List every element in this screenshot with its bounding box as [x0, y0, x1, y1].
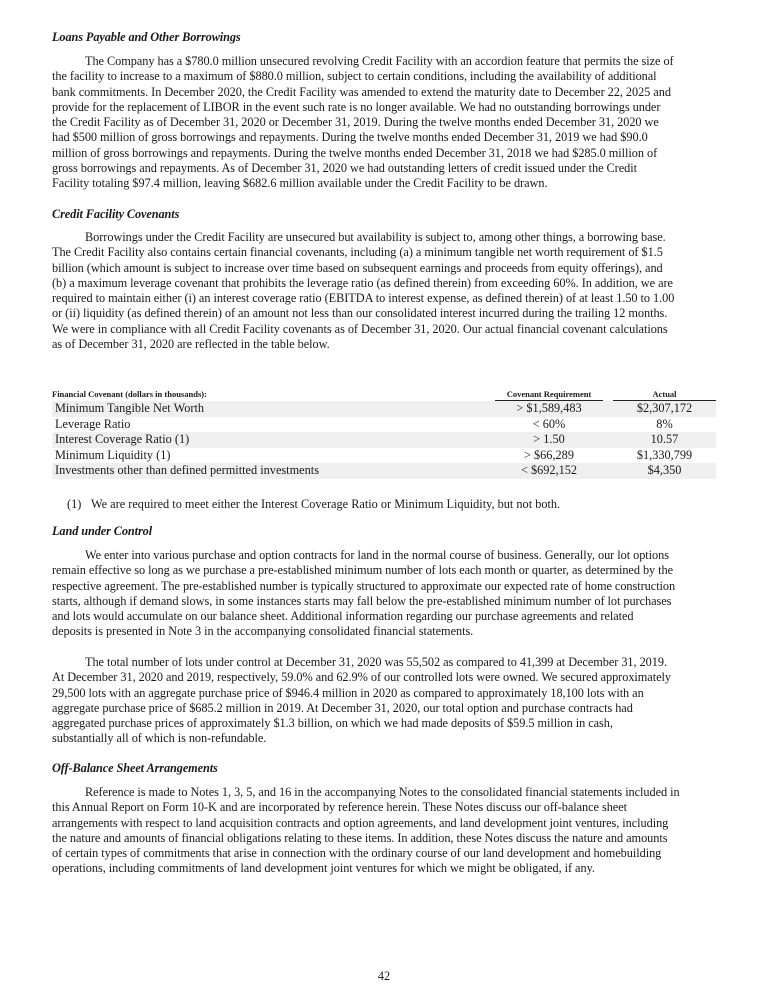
- page-number: 42: [377, 969, 391, 983]
- text-line: the nature and amounts of financial obligations relating to these items. In addition, these Notes discuss the nature and amounts: [52, 830, 668, 845]
- covenant-name: Investments other than defined permitted investments: [55, 463, 319, 477]
- section-heading-covenants: Credit Facility Covenants: [52, 207, 180, 221]
- text-line: bank commitments. In December 2020, the Credit Facility was amended to extend the maturity date to December 22, 2025 and: [52, 84, 671, 99]
- text-line: The Credit Facility also contains certain financial covenants, including (a) a minimum tangible net worth requirement of $1.5: [52, 245, 663, 260]
- section-heading-loans: Loans Payable and Other Borrowings: [52, 30, 241, 44]
- text-line: arrangements with respect to land acquisition contracts and option agreements, and land development joint ventures, including: [52, 815, 669, 830]
- text-line: remain effective so long as we purchase a pre-established minimum number of lots each month or quarter, as determined by the: [52, 563, 674, 578]
- column-header-requirement: Covenant Requirement: [495, 389, 603, 401]
- paragraph-offbalance: [52, 785, 716, 877]
- text-line: Reference is made to Notes 1, 3, 5, and 16 in the accompanying Notes to the consolidated financial statements included in: [85, 785, 680, 799]
- text-line: the Credit Facility as of December 31, 2020 or December 31, 2019. During the twelve months ended December 31, 2020 we: [52, 115, 659, 130]
- covenant-actual: $2,307,172: [636, 401, 693, 415]
- table-row: [52, 417, 716, 433]
- covenant-name: Interest Coverage Ratio (1): [55, 432, 190, 446]
- text-line: provide for the replacement of LIBOR in the event such rate is no longer available. We had no outstanding borrowings under: [52, 99, 661, 114]
- paragraph-loans: [52, 54, 716, 192]
- text-line: 29,500 lots with an aggregate purchase price of $946.4 million in 2020 as compared to approximately 18,100 lots with an: [52, 685, 644, 700]
- text-line: and lots would accumulate on our balance sheet. Additional information regarding our purchase agreements and related: [52, 609, 634, 624]
- text-line: respective agreement. The pre-established number is typically structured to approximate our expected rate of home construction: [52, 578, 676, 593]
- covenant-requirement: > $1,589,483: [516, 401, 582, 415]
- table-footnote: [67, 497, 560, 512]
- paragraph-covenants: [52, 230, 716, 352]
- text-line: At December 31, 2020 and 2019, respectively, 59.0% and 62.9% of our controlled lots were owned. We secured approximately: [52, 670, 671, 685]
- section-heading-land: Land under Control: [52, 524, 153, 538]
- covenant-requirement: < 60%: [532, 416, 566, 431]
- table-row: [52, 463, 716, 479]
- covenant-requirement: > 1.50: [533, 432, 565, 446]
- covenant-requirement: > $66,289: [524, 447, 574, 462]
- text-line: Borrowings under the Credit Facility are unsecured but availability is subject to, among other things, a borrowing base.: [85, 230, 666, 244]
- table-row: [52, 432, 716, 448]
- covenant-table-header: [52, 387, 716, 401]
- text-line: operations, including commitments of land development joint ventures for which we might be obligated, if any.: [52, 861, 595, 876]
- text-line: aggregate purchase price of $685.2 million in 2019. At December 31, 2020, our total option and purchase contracts had: [52, 700, 633, 715]
- text-line: The total number of lots under control at December 31, 2020 was 55,502 as compared to 41,399 at December 31, 2019.: [85, 655, 667, 669]
- covenant-actual: 10.57: [650, 432, 679, 446]
- paragraph-land-2: [52, 655, 716, 747]
- text-line: this Annual Report on Form 10-K and are incorporated by reference herein. These Notes discuss our off-balance sheet: [52, 800, 627, 815]
- covenant-name: Minimum Tangible Net Worth: [55, 401, 205, 415]
- text-line: the facility to increase to a maximum of $880.0 million, subject to certain conditions, including the availability of additional: [52, 69, 657, 84]
- covenant-actual: $4,350: [647, 463, 682, 477]
- covenant-name: Minimum Liquidity (1): [55, 447, 171, 462]
- text-line: billion (which amount is subject to increase over time based on subsequent earnings and proceeds from equity offerings), and: [52, 260, 663, 275]
- paragraph-land-1: [52, 548, 716, 640]
- text-line: starts, although if demand slows, in some instances starts may fall below the pre-established minimum number of lot purchases: [52, 593, 672, 608]
- section-heading-offbalance: Off-Balance Sheet Arrangements: [52, 761, 218, 775]
- text-line: had $500 million of gross borrowings and repayments. During the twelve months ended December 31, 2019 we had $90.0: [52, 130, 648, 145]
- covenant-name: Leverage Ratio: [55, 416, 131, 431]
- text-line: Facility totaling $97.4 million, leaving $682.6 million available under the Credit Facility to be drawn.: [52, 176, 548, 191]
- covenant-actual: 8%: [656, 416, 673, 431]
- text-line: aggregated purchase prices of approximately $1.3 billion, on which we had made deposits of $59.5 million in cash,: [52, 716, 613, 731]
- text-line: of certain types of commitments that arise in connection with the ordinary course of our land development and homebuilding: [52, 846, 662, 861]
- table-row: [52, 401, 716, 417]
- column-header-covenant: Financial Covenant (dollars in thousands):: [52, 389, 207, 399]
- covenant-actual: $1,330,799: [636, 447, 693, 462]
- footnote-text: We are required to meet either the Interest Coverage Ratio or Minimum Liquidity, but not both.: [91, 497, 561, 511]
- text-line: (b) a maximum leverage covenant that prohibits the leverage ratio (as defined therein) from exceeding 60%. In addition, we are: [52, 275, 673, 290]
- text-line: The Company has a $780.0 million unsecured revolving Credit Facility with an accordion feature that permits the size of: [85, 54, 674, 68]
- text-line: substantially all of which is non-refundable.: [52, 731, 267, 746]
- text-line: required to maintain either (i) an interest coverage ratio (EBITDA to interest expense, as defined therein) of at least 1.50 to 1.00: [52, 291, 675, 306]
- text-line: as of December 31, 2020 are reflected in the table below.: [52, 337, 330, 352]
- text-line: We were in compliance with all Credit Facility covenants as of December 31, 2020. Our actual financial covenant calculations: [52, 321, 668, 336]
- table-row: [52, 448, 716, 464]
- text-line: We enter into various purchase and option contracts for land in the normal course of business. Generally, our lot options: [85, 548, 669, 562]
- text-line: or (ii) liquidity (as defined therein) of an amount not less than our consolidated interest incurred during the trailing 12 months.: [52, 306, 668, 321]
- text-line: gross borrowings and repayments. As of December 31, 2020 we had outstanding letters of credit issued under the Credit: [52, 161, 637, 176]
- covenant-requirement: < $692,152: [520, 463, 578, 477]
- column-header-actual: Actual: [613, 389, 716, 401]
- text-line: deposits is presented in Note 3 in the accompanying consolidated financial statements.: [52, 624, 474, 639]
- footnote-marker: (1): [67, 497, 82, 511]
- text-line: million of gross borrowings and repayments. During the twelve months ended December 31, 2018 we had $285.0 million of: [52, 145, 658, 160]
